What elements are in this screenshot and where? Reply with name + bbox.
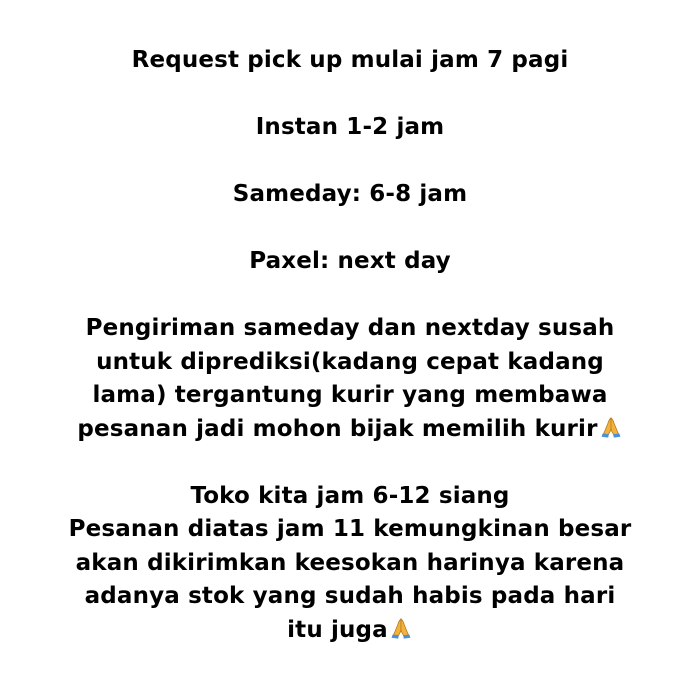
paxel-delivery-text: Paxel: next day	[249, 248, 451, 274]
folded-hands-icon	[599, 416, 623, 438]
courier-notice-line: lama) tergantung kurir yang membawa	[92, 382, 608, 408]
spacer	[0, 446, 700, 480]
courier-notice-line: Pengiriman sameday dan nextday susah	[85, 315, 615, 341]
order-notice-line: akan dikirimkan keesokan harinya karena	[75, 549, 625, 576]
spacer	[0, 212, 700, 246]
courier-notice-text: pesanan jadi mohon bijak memilih kurir	[77, 415, 598, 442]
folded-hands-icon	[389, 617, 413, 639]
order-notice-line: Pesanan diatas jam 11 kemungkinan besar	[68, 516, 632, 542]
spacer	[0, 145, 700, 179]
pickup-time-text: Request pick up mulai jam 7 pagi	[131, 47, 569, 73]
order-notice-text: itu juga	[287, 616, 388, 643]
courier-notice-line: untuk diprediksi(kadang cepat kadang	[96, 348, 604, 375]
order-notice-line	[0, 614, 700, 648]
sameday-delivery-text: Sameday: 6-8 jam	[232, 181, 468, 207]
store-hours-text: Toko kita jam 6-12 siang	[190, 482, 510, 509]
courier-notice-line	[0, 413, 700, 447]
order-notice-line: adanya stok yang sudah habis pada hari	[84, 583, 616, 609]
instant-delivery-text: Instan 1-2 jam	[255, 114, 445, 140]
spacer	[0, 78, 700, 112]
spacer	[0, 279, 700, 313]
